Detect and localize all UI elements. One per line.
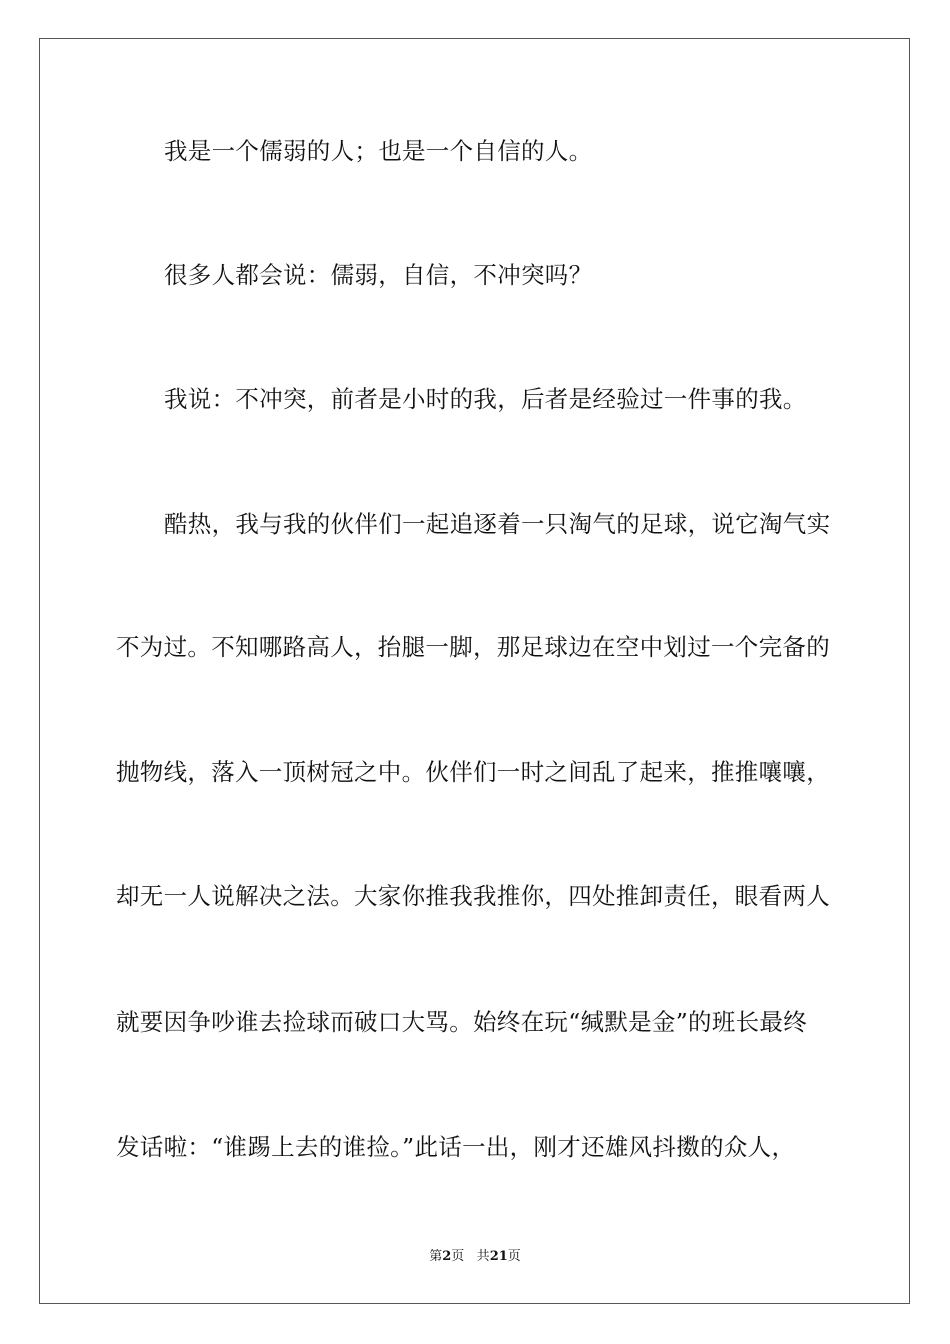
paragraph-line-1: 我是一个儒弱的人；也是一个自信的人。 — [164, 137, 593, 165]
paragraph-line-8: 就要因争吵谁去捡球而破口大骂。始终在玩“缄默是金”的班长最终 — [116, 1008, 808, 1036]
paragraph-line-7: 却无一人说解决之法。大家你推我我推你，四处推卸责任，眼看两人 — [116, 882, 830, 910]
current-page-number: 2 — [442, 1249, 452, 1264]
footer-total-prefix: 共 — [476, 1249, 490, 1264]
paragraph-line-6: 抛物线，落入一顶树冠之中。伙伴们一时之间乱了起来，推推嚷嚷， — [116, 758, 830, 786]
paragraph-line-3: 我说：不冲突，前者是小时的我，后者是经验过一件事的我。 — [164, 385, 807, 413]
paragraph-line-4: 酷热，我与我的伙伴们一起追逐着一只淘气的足球，说它淘气实 — [164, 510, 831, 538]
footer-page-suffix: 页 — [451, 1249, 465, 1264]
paragraph-line-5: 不为过。不知哪路高人，抬腿一脚，那足球边在空中划过一个完备的 — [116, 633, 830, 661]
footer-prefix: 第 — [429, 1249, 443, 1264]
total-page-count: 21 — [489, 1249, 508, 1264]
page-number-footer — [0, 1248, 950, 1266]
paragraph-line-2: 很多人都会说：儒弱，自信，不冲突吗？ — [164, 261, 593, 289]
footer-total-suffix: 页 — [507, 1249, 521, 1264]
paragraph-line-9: 发话啦：“谁踢上去的谁捡。”此话一出，刚才还雄风抖擞的众人， — [116, 1133, 796, 1161]
page-border — [39, 38, 910, 1304]
